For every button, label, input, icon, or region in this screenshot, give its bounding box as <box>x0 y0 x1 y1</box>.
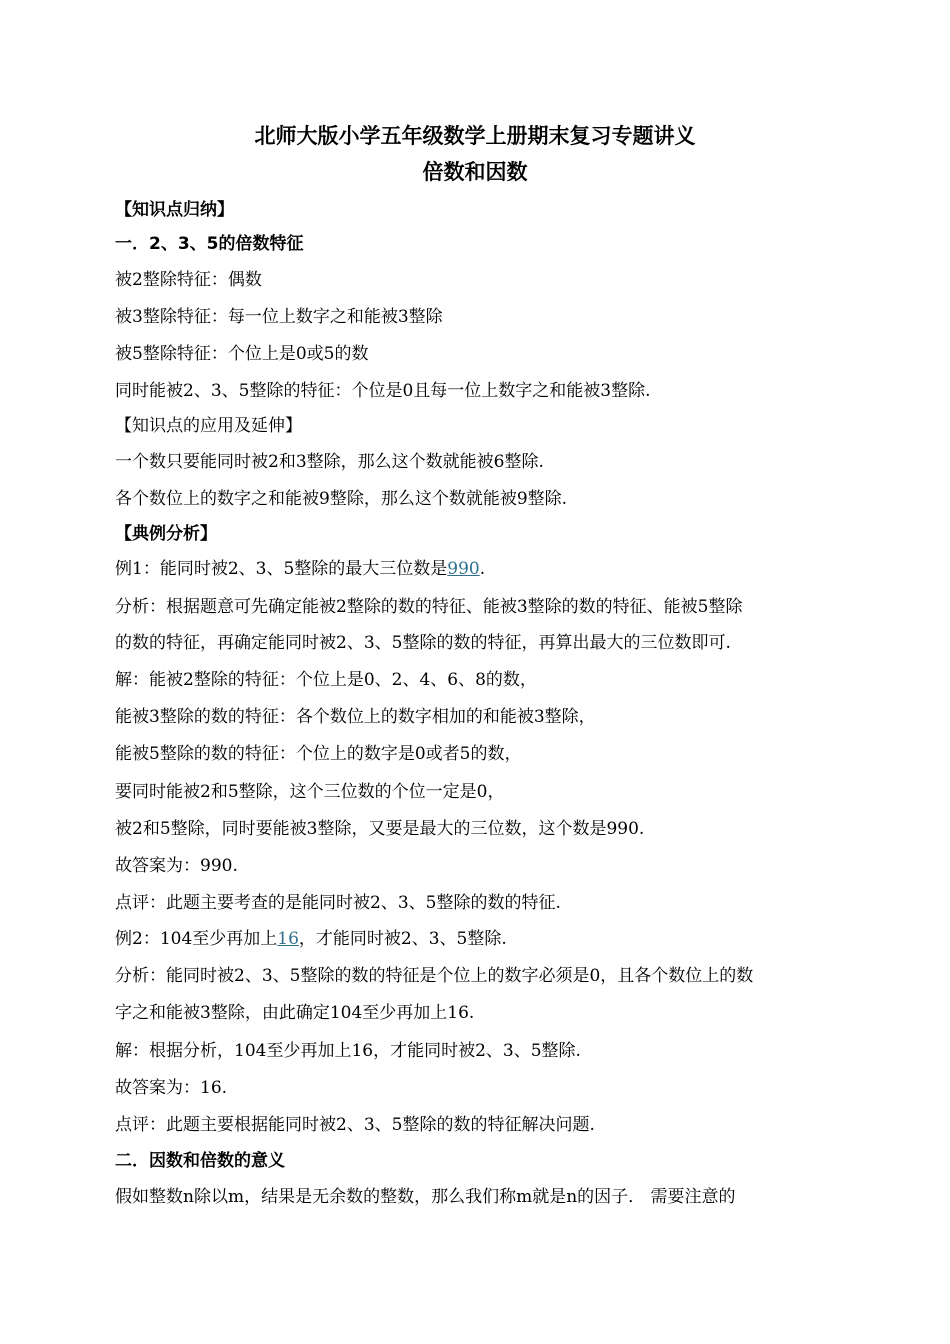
extension-line-2: 各个数位上的数字之和能被9整除，那么这个数就能被9整除. <box>115 489 568 509</box>
example2-comment: 点评：此题主要根据能同时被2、3、5整除的数的特征解决问题. <box>115 1115 595 1135</box>
example1-solution-line-1: 解：能被2整除的特征：个位上是0、2、4、6、8的数， <box>115 670 537 690</box>
part1-heading: 一．2、3、5的倍数特征 <box>115 234 304 254</box>
section-knowledge-heading: 【知识点归纳】 <box>115 200 234 220</box>
rule-divisible-by-5: 被5整除特征：个位上是0或5的数 <box>115 344 369 364</box>
part2-line-1: 假如整数n除以m，结果是无余数的整数，那么我们称m就是n的因子． 需要注意的 <box>115 1187 736 1207</box>
extension-heading: 【知识点的应用及延伸】 <box>115 416 302 436</box>
examples-heading: 【典例分析】 <box>115 524 217 544</box>
example2-question-text: 例2：104至少再加上 <box>115 929 278 949</box>
example2-question-end: ，才能同时被2、3、5整除. <box>298 929 507 949</box>
example1-comment: 点评：此题主要考查的是能同时被2、3、5整除的数的特征. <box>115 893 561 913</box>
example1-question-end: . <box>479 559 486 579</box>
example1-final-answer: 故答案为：990. <box>115 856 238 876</box>
example1-analysis-line-2: 的数的特征，再确定能同时被2、3、5整除的数的特征，再算出最大的三位数即可. <box>115 633 731 653</box>
example2-final-answer: 故答案为：16. <box>115 1078 228 1098</box>
document-title: 北师大版小学五年级数学上册期末复习专题讲义 <box>254 124 696 148</box>
example1-solution-line-4: 要同时能被2和5整除，这个三位数的个位一定是0， <box>115 782 505 802</box>
extension-line-1: 一个数只要能同时被2和3整除，那么这个数就能被6整除. <box>115 452 544 472</box>
example2-analysis-line-1: 分析：能同时被2、3、5整除的数的特征是个位上的数字必须是0，且各个数位上的数 <box>115 966 754 986</box>
example1-question <box>115 557 845 581</box>
example1-question-text: 例1：能同时被2、3、5整除的最大三位数是 <box>115 559 448 579</box>
document-subtitle: 倍数和因数 <box>422 160 528 184</box>
rule-divisible-by-2-3-5: 同时能被2、3、5整除的特征：个位是0且每一位上数字之和能被3整除. <box>115 381 651 401</box>
rule-divisible-by-3: 被3整除特征：每一位上数字之和能被3整除 <box>115 307 443 327</box>
part2-heading: 二．因数和倍数的意义 <box>115 1151 285 1171</box>
rule-divisible-by-2: 被2整除特征：偶数 <box>115 270 262 290</box>
example1-solution-line-2: 能被3整除的数的特征：各个数位上的数字相加的和能被3整除， <box>115 707 596 727</box>
example2-analysis-line-2: 字之和能被3整除，由此确定104至少再加上16. <box>115 1003 475 1023</box>
example1-answer-link[interactable]: 990 <box>447 559 480 579</box>
example2-solution-line-1: 解：根据分析，104至少再加上16，才能同时被2、3、5整除. <box>115 1041 581 1061</box>
example1-solution-line-5: 被2和5整除，同时要能被3整除，又要是最大的三位数，这个数是990. <box>115 819 645 839</box>
example2-question <box>115 927 845 951</box>
example1-solution-line-3: 能被5整除的数的特征：个位上的数字是0或者5的数， <box>115 744 522 764</box>
example1-analysis-line-1: 分析：根据题意可先确定能被2整除的数的特征、能被3整除的数的特征、能被5整除 <box>115 597 743 617</box>
example2-answer-link[interactable]: 16 <box>277 929 299 949</box>
